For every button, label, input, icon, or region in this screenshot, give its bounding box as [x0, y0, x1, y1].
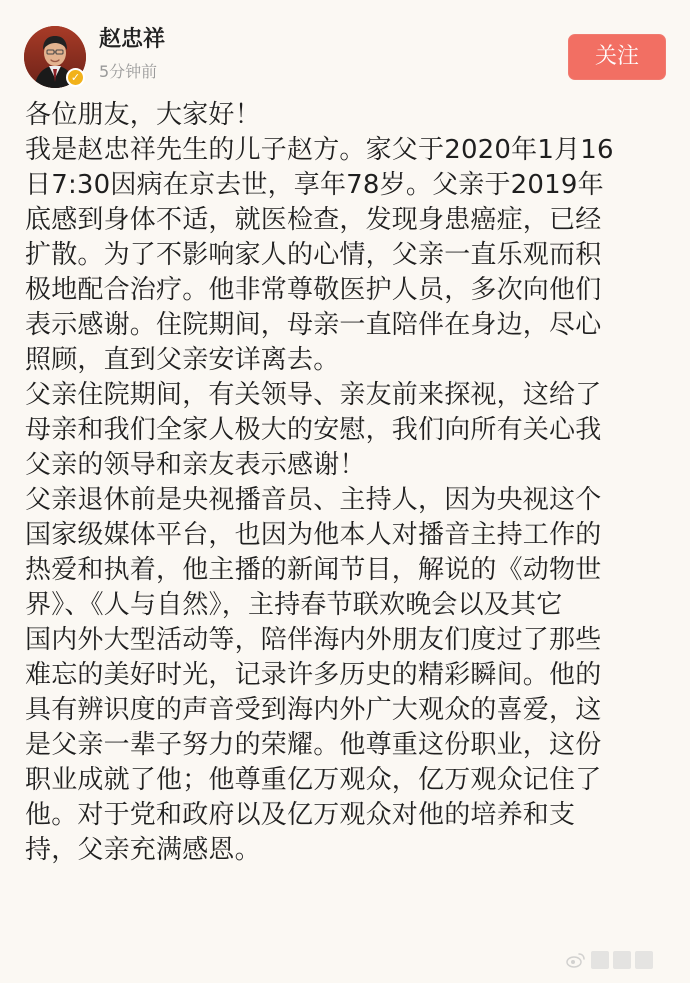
username[interactable]: 赵忠祥	[99, 27, 166, 52]
watermark-block	[635, 951, 653, 969]
post-body	[25, 98, 670, 868]
post-line: 我是赵忠祥先生的儿子赵方。家父于2020年1月16	[25, 135, 614, 165]
post-line: 具有辨识度的声音受到海内外广大观众的喜爱，这	[25, 695, 602, 725]
watermark-blocks	[591, 951, 653, 969]
post-line: 父亲住院期间，有关领导、亲友前来探视，这给了	[25, 380, 602, 410]
weibo-watermark-icon	[565, 951, 587, 969]
post-line: 扩散。为了不影响家人的心情，父亲一直乐观而积	[25, 240, 602, 270]
post-line: 日7:30因病在京去世，享年78岁。父亲于2019年	[25, 170, 604, 200]
post-line: 父亲的领导和亲友表示感谢！	[25, 450, 366, 480]
post-line: 职业成就了他；他尊重亿万观众，亿万观众记住了	[25, 765, 602, 795]
verified-badge-icon: ✓	[66, 68, 85, 87]
post-line: 表示感谢。住院期间，母亲一直陪伴在身边，尽心	[25, 310, 602, 340]
post-line: 持，父亲充满感恩。	[25, 835, 261, 865]
post-line: 他。对于党和政府以及亿万观众对他的培养和支	[25, 800, 576, 830]
watermark-block	[613, 951, 631, 969]
post-line: 各位朋友，大家好！	[25, 100, 261, 130]
post-line: 底感到身体不适，就医检查，发现身患癌症，已经	[25, 205, 602, 235]
post-line: 热爱和执着，他主播的新闻节目，解说的《动物世	[25, 555, 602, 585]
post-line: 国内外大型活动等，陪伴海内外朋友们度过了那些	[25, 625, 602, 655]
watermark	[565, 948, 675, 972]
post-line: 是父亲一辈子努力的荣耀。他尊重这份职业，这份	[25, 730, 602, 760]
follow-button[interactable]: 关注	[568, 34, 666, 80]
post-line: 母亲和我们全家人极大的安慰，我们向所有关心我	[25, 415, 602, 445]
post-header	[0, 0, 690, 96]
post-line: 父亲退休前是央视播音员、主持人，因为央视这个	[25, 485, 602, 515]
post-line: 难忘的美好时光，记录许多历史的精彩瞬间。他的	[25, 660, 602, 690]
post-timestamp: 5分钟前	[99, 62, 158, 81]
post-line: 国家级媒体平台，也因为他本人对播音主持工作的	[25, 520, 602, 550]
post-line: 界》、《人与自然》，主持春节联欢晚会以及其它	[25, 590, 563, 620]
post-line: 极地配合治疗。他非常尊敬医护人员，多次向他们	[25, 275, 602, 305]
watermark-block	[591, 951, 609, 969]
post-line: 照顾，直到父亲安详离去。	[25, 345, 340, 375]
